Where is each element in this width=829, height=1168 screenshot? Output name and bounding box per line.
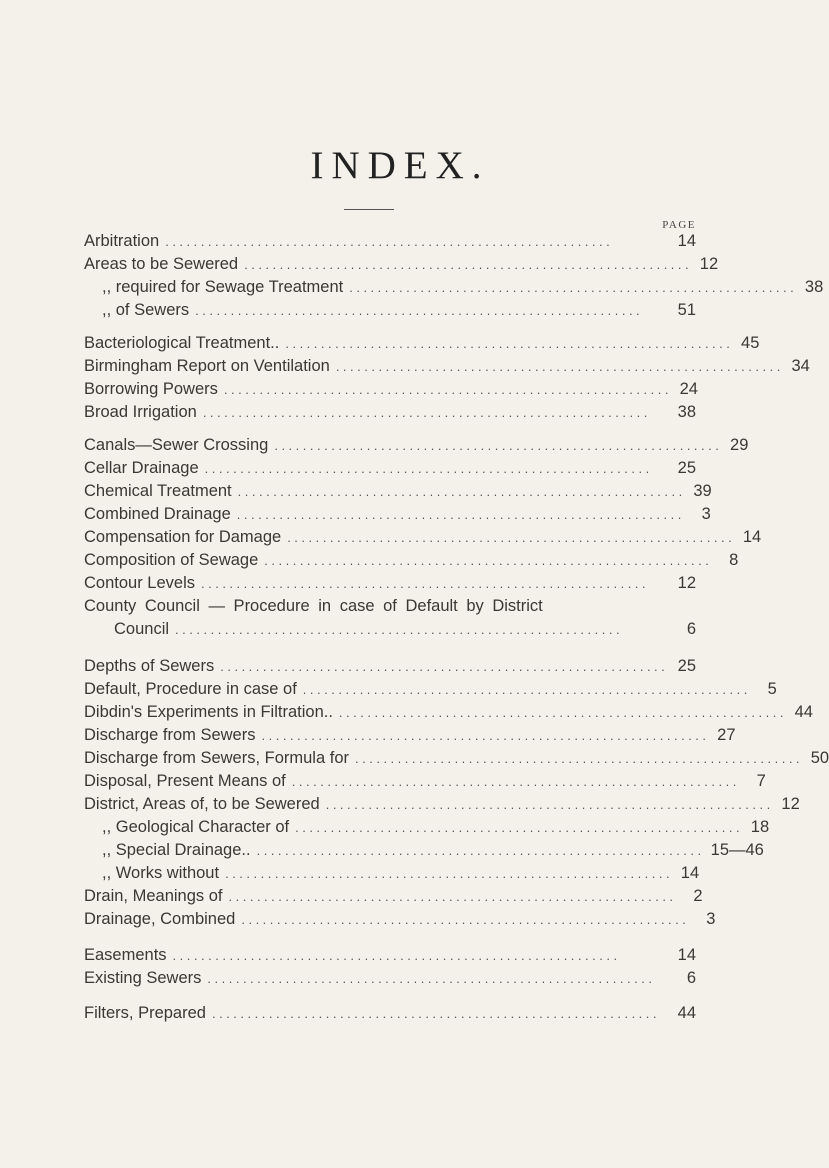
index-entry bbox=[84, 528, 762, 550]
index-entry bbox=[84, 703, 813, 725]
entry-label: Discharge from Sewers bbox=[84, 726, 256, 744]
index-entry bbox=[84, 841, 764, 863]
index-entry bbox=[84, 278, 824, 300]
title-rule bbox=[344, 209, 394, 210]
dot-leaders: ............................................................... bbox=[195, 303, 644, 318]
dot-leaders: ............................................................... bbox=[236, 507, 685, 522]
entry-page: 12 bbox=[781, 795, 800, 813]
entry-page: 3 bbox=[701, 505, 711, 523]
dot-leaders: ............................................................... bbox=[220, 659, 669, 674]
entry-label: Arbitration bbox=[84, 232, 160, 250]
dot-leaders: ............................................................... bbox=[264, 553, 713, 568]
index-entry bbox=[84, 380, 696, 402]
index-entry bbox=[84, 946, 696, 968]
entry-label: Broad Irrigation bbox=[84, 403, 197, 421]
entry-label: Contour Levels bbox=[84, 574, 195, 592]
index-entry bbox=[84, 680, 777, 702]
dot-leaders: ............................................................... bbox=[175, 622, 624, 637]
page-column-header: PAGE bbox=[662, 219, 696, 231]
entry-page: 8 bbox=[729, 551, 739, 569]
entry-label: Bacteriological Treatment.. bbox=[84, 334, 280, 352]
entry-label: Compensation for Damage bbox=[84, 528, 282, 546]
entry-label: District, Areas of, to be Sewered bbox=[84, 795, 320, 813]
entry-label: Cellar Drainage bbox=[84, 459, 199, 477]
index-entry bbox=[84, 1004, 696, 1026]
dot-leaders: ............................................................... bbox=[355, 751, 804, 766]
index-entry bbox=[84, 334, 760, 356]
entry-label: County Council — Procedure in case of Default by District bbox=[84, 597, 543, 615]
index-entry bbox=[84, 620, 696, 642]
entry-page: 25 bbox=[677, 657, 696, 675]
entry-page: 5 bbox=[767, 680, 777, 698]
index-entry bbox=[84, 795, 800, 817]
index-entry bbox=[84, 403, 696, 425]
index-entry bbox=[84, 551, 739, 573]
entry-page: 45 bbox=[741, 334, 760, 352]
dot-leaders: ............................................................... bbox=[204, 461, 653, 476]
entry-page: 15—46 bbox=[710, 841, 764, 859]
dot-leaders: ............................................................... bbox=[261, 728, 710, 743]
index-entry bbox=[84, 887, 703, 909]
entry-page: 14 bbox=[677, 232, 696, 250]
index-title: INDEX. bbox=[310, 144, 490, 187]
entry-label: Areas to be Sewered bbox=[84, 255, 239, 273]
entry-page: 44 bbox=[794, 703, 813, 721]
index-entry bbox=[84, 301, 696, 323]
entry-page: 6 bbox=[686, 969, 696, 987]
entry-page: 38 bbox=[804, 278, 824, 296]
index-entry bbox=[84, 657, 696, 679]
entry-label: Chemical Treatment bbox=[84, 482, 232, 500]
index-entry bbox=[84, 255, 719, 277]
index-entry bbox=[84, 864, 700, 886]
dot-leaders: ............................................................... bbox=[256, 843, 705, 858]
entry-label: Depths of Sewers bbox=[84, 657, 215, 675]
entry-page: 50 bbox=[810, 749, 829, 767]
entry-label: Borrowing Powers bbox=[84, 380, 218, 398]
dot-leaders: ............................................................... bbox=[200, 576, 650, 591]
index-entry bbox=[84, 357, 810, 379]
entry-label: Combined Drainage bbox=[84, 505, 231, 523]
index-entry bbox=[84, 597, 696, 619]
index-entry bbox=[84, 726, 736, 748]
entry-label: Drain, Meanings of bbox=[84, 887, 223, 905]
entry-page: 27 bbox=[717, 726, 736, 744]
entry-page: 12 bbox=[699, 255, 719, 273]
entry-page: 7 bbox=[756, 772, 766, 790]
dot-leaders: ............................................................... bbox=[207, 971, 656, 986]
entry-page: 6 bbox=[686, 620, 696, 638]
index-entry bbox=[84, 818, 770, 840]
index-entry bbox=[84, 232, 696, 254]
entry-page: 24 bbox=[679, 380, 698, 398]
dot-leaders: ............................................................... bbox=[165, 234, 614, 249]
entry-page: 25 bbox=[677, 459, 696, 477]
index-entry bbox=[84, 772, 766, 794]
entry-page: 34 bbox=[791, 357, 810, 375]
dot-leaders: ............................................................... bbox=[172, 948, 621, 963]
index-entry bbox=[84, 910, 716, 932]
dot-leaders: ............................................................... bbox=[211, 1006, 661, 1021]
entry-page: 51 bbox=[677, 301, 696, 319]
index-entry bbox=[84, 969, 696, 991]
index-entry bbox=[84, 505, 711, 527]
entry-label: Default, Procedure in case of bbox=[84, 680, 297, 698]
dot-leaders: ............................................................... bbox=[325, 797, 774, 812]
entry-label: Birmingham Report on Ventilation bbox=[84, 357, 330, 375]
dot-leaders: ............................................................... bbox=[295, 820, 744, 835]
dot-leaders: ............................................................... bbox=[244, 257, 693, 272]
entry-page: 2 bbox=[693, 887, 703, 905]
entry-label: ,, of Sewers bbox=[102, 301, 190, 319]
dot-leaders: ............................................................... bbox=[274, 438, 723, 453]
entry-label: Dibdin's Experiments in Filtration.. bbox=[84, 703, 333, 721]
entry-label: ,, Special Drainage.. bbox=[102, 841, 251, 859]
index-entry bbox=[84, 436, 749, 458]
entry-page: 14 bbox=[680, 864, 700, 882]
dot-leaders: ............................................................... bbox=[291, 774, 740, 789]
entry-page: 18 bbox=[750, 818, 770, 836]
entry-page: 39 bbox=[693, 482, 712, 500]
entry-label: Filters, Prepared bbox=[84, 1004, 206, 1022]
entry-label: Drainage, Combined bbox=[84, 910, 236, 928]
entry-label: ,, required for Sewage Treatment bbox=[102, 278, 344, 296]
entry-page: 14 bbox=[677, 946, 696, 964]
entry-page: 38 bbox=[677, 403, 696, 421]
entry-page: 14 bbox=[742, 528, 762, 546]
dot-leaders: ............................................................... bbox=[302, 682, 751, 697]
dot-leaders: ............................................................... bbox=[241, 912, 690, 927]
entry-label: ,, Geological Character of bbox=[102, 818, 290, 836]
entry-label: Discharge from Sewers, Formula for bbox=[84, 749, 349, 767]
dot-leaders: ............................................................... bbox=[338, 705, 787, 720]
entry-label: Existing Sewers bbox=[84, 969, 202, 987]
dot-leaders: ............................................................... bbox=[285, 336, 734, 351]
entry-page: 29 bbox=[730, 436, 749, 454]
dot-leaders: ............................................................... bbox=[287, 530, 736, 545]
dot-leaders: ............................................................... bbox=[223, 382, 672, 397]
entry-page: 44 bbox=[677, 1004, 696, 1022]
entry-label: Disposal, Present Means of bbox=[84, 772, 286, 790]
dot-leaders: ............................................................... bbox=[228, 889, 677, 904]
index-entry bbox=[84, 749, 829, 771]
entry-label: Canals—Sewer Crossing bbox=[84, 436, 269, 454]
entry-label: Council bbox=[114, 620, 170, 638]
index-entry bbox=[84, 574, 696, 596]
index-entry bbox=[84, 482, 712, 504]
entry-page: 3 bbox=[706, 910, 716, 928]
dot-leaders: ............................................................... bbox=[202, 405, 651, 420]
entry-page: 12 bbox=[677, 574, 696, 592]
dot-leaders: ............................................................... bbox=[237, 484, 686, 499]
dot-leaders: ............................................................... bbox=[335, 359, 784, 374]
entry-label: Composition of Sewage bbox=[84, 551, 259, 569]
entry-label: Easements bbox=[84, 946, 167, 964]
dot-leaders: ............................................................... bbox=[225, 866, 674, 881]
entry-label: ,, Works without bbox=[102, 864, 220, 882]
index-entry bbox=[84, 459, 696, 481]
dot-leaders: ............................................................... bbox=[349, 280, 798, 295]
